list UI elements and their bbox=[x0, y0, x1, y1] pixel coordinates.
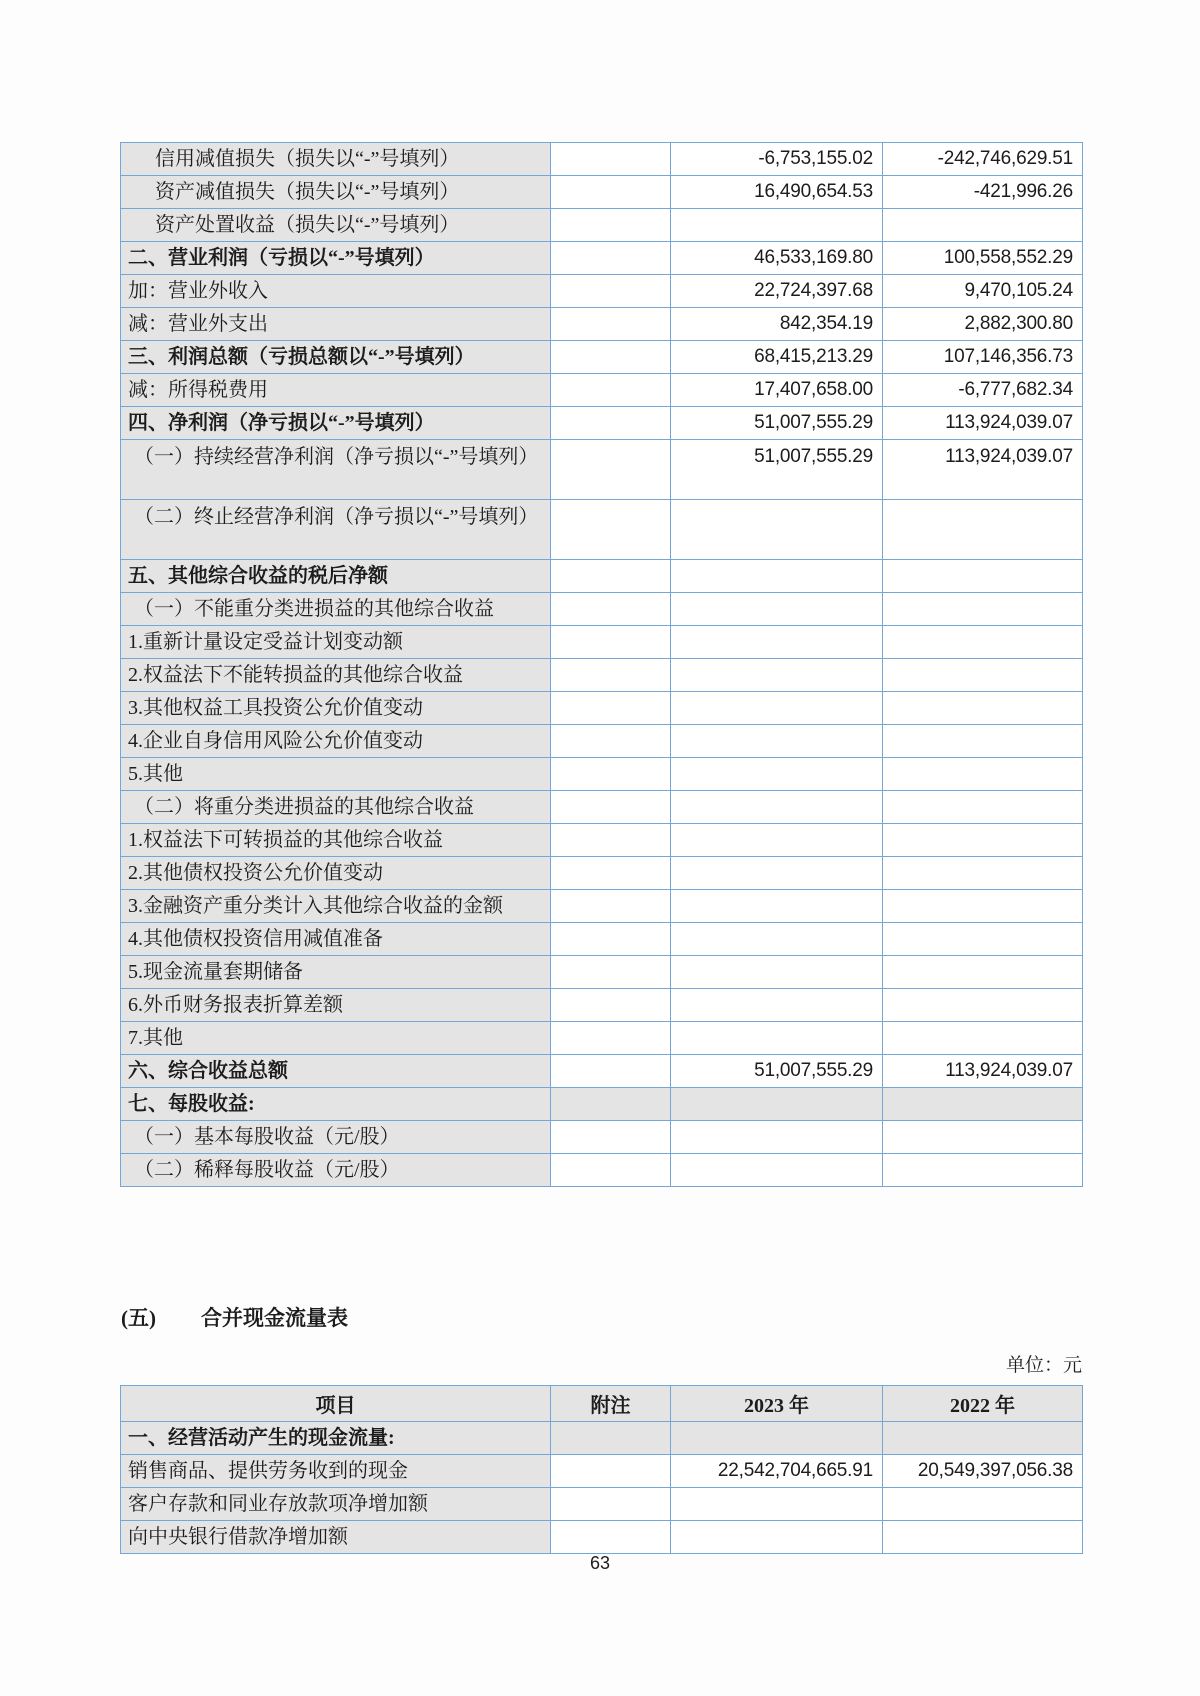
income-statement-table-wrap bbox=[120, 142, 1083, 1187]
row-label: 一、经营活动产生的现金流量: bbox=[121, 1422, 551, 1455]
income-statement-table bbox=[120, 142, 1083, 1187]
value-2023-cell: -6,753,155.02 bbox=[671, 143, 883, 176]
table-row bbox=[121, 1154, 1083, 1187]
value-2022-cell bbox=[883, 1521, 1083, 1554]
note-cell bbox=[551, 440, 671, 500]
row-label: 加：营业外收入 bbox=[121, 275, 551, 308]
value-2022-cell bbox=[883, 500, 1083, 560]
value-2023-cell: 51,007,555.29 bbox=[671, 1055, 883, 1088]
note-cell bbox=[551, 725, 671, 758]
row-label: 二、营业利润（亏损以“-”号填列） bbox=[121, 242, 551, 275]
value-2022-cell bbox=[883, 956, 1083, 989]
note-cell bbox=[551, 242, 671, 275]
row-label: （二）将重分类进损益的其他综合收益 bbox=[121, 791, 551, 824]
note-cell bbox=[551, 341, 671, 374]
value-2023-cell bbox=[671, 758, 883, 791]
note-cell bbox=[551, 1521, 671, 1554]
note-cell bbox=[551, 692, 671, 725]
note-cell bbox=[551, 791, 671, 824]
column-header-item: 项目 bbox=[121, 1386, 551, 1422]
table-row bbox=[121, 725, 1083, 758]
row-label: （二）终止经营净利润（净亏损以“-”号填列） bbox=[121, 500, 551, 560]
value-2022-cell bbox=[883, 626, 1083, 659]
row-label: （一）持续经营净利润（净亏损以“-”号填列） bbox=[121, 440, 551, 500]
cash-flow-table-wrap bbox=[120, 1385, 1083, 1554]
table-row bbox=[121, 1088, 1083, 1121]
value-2023-cell: 22,542,704,665.91 bbox=[671, 1455, 883, 1488]
table-row bbox=[121, 890, 1083, 923]
value-2023-cell: 68,415,213.29 bbox=[671, 341, 883, 374]
table-row bbox=[121, 209, 1083, 242]
note-cell bbox=[551, 374, 671, 407]
value-2022-cell bbox=[883, 890, 1083, 923]
value-2023-cell bbox=[671, 692, 883, 725]
row-label: 客户存款和同业存放款项净增加额 bbox=[121, 1488, 551, 1521]
value-2022-cell: 9,470,105.24 bbox=[883, 275, 1083, 308]
table-row bbox=[121, 374, 1083, 407]
value-2022-cell: -242,746,629.51 bbox=[883, 143, 1083, 176]
row-label: 四、净利润（净亏损以“-”号填列） bbox=[121, 407, 551, 440]
value-2023-cell bbox=[671, 1121, 883, 1154]
note-cell bbox=[551, 890, 671, 923]
row-label: 7.其他 bbox=[121, 1022, 551, 1055]
note-cell bbox=[551, 176, 671, 209]
table-row bbox=[121, 500, 1083, 560]
value-2023-cell bbox=[671, 857, 883, 890]
row-label: （二）稀释每股收益（元/股） bbox=[121, 1154, 551, 1187]
table-row bbox=[121, 1455, 1083, 1488]
section-heading bbox=[121, 1300, 348, 1336]
value-2023-cell: 17,407,658.00 bbox=[671, 374, 883, 407]
note-cell bbox=[551, 1088, 671, 1121]
note-cell bbox=[551, 824, 671, 857]
note-cell bbox=[551, 1455, 671, 1488]
table-row bbox=[121, 1055, 1083, 1088]
value-2022-cell: 2,882,300.80 bbox=[883, 308, 1083, 341]
table-row bbox=[121, 440, 1083, 500]
value-2023-cell bbox=[671, 923, 883, 956]
value-2022-cell bbox=[883, 857, 1083, 890]
table-row bbox=[121, 1422, 1083, 1455]
note-cell bbox=[551, 956, 671, 989]
value-2022-cell bbox=[883, 659, 1083, 692]
note-cell bbox=[551, 1422, 671, 1455]
value-2022-cell: -421,996.26 bbox=[883, 176, 1083, 209]
value-2023-cell bbox=[671, 593, 883, 626]
value-2022-cell: 20,549,397,056.38 bbox=[883, 1455, 1083, 1488]
value-2022-cell bbox=[883, 1121, 1083, 1154]
value-2022-cell: 100,558,552.29 bbox=[883, 242, 1083, 275]
row-label: （一）不能重分类进损益的其他综合收益 bbox=[121, 593, 551, 626]
row-label: 3.其他权益工具投资公允价值变动 bbox=[121, 692, 551, 725]
table-row bbox=[121, 857, 1083, 890]
note-cell bbox=[551, 1055, 671, 1088]
value-2023-cell bbox=[671, 560, 883, 593]
row-label: 4.其他债权投资信用减值准备 bbox=[121, 923, 551, 956]
table-row bbox=[121, 308, 1083, 341]
table-row bbox=[121, 176, 1083, 209]
value-2023-cell bbox=[671, 1422, 883, 1455]
row-label: 六、综合收益总额 bbox=[121, 1055, 551, 1088]
value-2023-cell: 46,533,169.80 bbox=[671, 242, 883, 275]
value-2022-cell: 113,924,039.07 bbox=[883, 407, 1083, 440]
row-label: 5.其他 bbox=[121, 758, 551, 791]
note-cell bbox=[551, 1022, 671, 1055]
value-2022-cell: 113,924,039.07 bbox=[883, 1055, 1083, 1088]
row-label: 4.企业自身信用风险公允价值变动 bbox=[121, 725, 551, 758]
value-2023-cell: 51,007,555.29 bbox=[671, 407, 883, 440]
table-row bbox=[121, 923, 1083, 956]
note-cell bbox=[551, 275, 671, 308]
column-header-2022: 2022 年 bbox=[883, 1386, 1083, 1422]
row-label: 资产处置收益（损失以“-”号填列） bbox=[121, 209, 551, 242]
value-2023-cell bbox=[671, 1488, 883, 1521]
value-2022-cell: -6,777,682.34 bbox=[883, 374, 1083, 407]
table-row bbox=[121, 758, 1083, 791]
table-row bbox=[121, 626, 1083, 659]
value-2022-cell bbox=[883, 989, 1083, 1022]
note-cell bbox=[551, 560, 671, 593]
value-2022-cell bbox=[883, 824, 1083, 857]
unit-label: 单位：元 bbox=[1005, 1355, 1082, 1376]
note-cell bbox=[551, 143, 671, 176]
value-2022-cell bbox=[883, 1088, 1083, 1121]
table-row bbox=[121, 407, 1083, 440]
table-row bbox=[121, 242, 1083, 275]
value-2022-cell bbox=[883, 1422, 1083, 1455]
section-index: (五) bbox=[121, 1306, 156, 1330]
row-label: 减：营业外支出 bbox=[121, 308, 551, 341]
table-row bbox=[121, 659, 1083, 692]
note-cell bbox=[551, 1121, 671, 1154]
value-2023-cell bbox=[671, 500, 883, 560]
value-2023-cell bbox=[671, 956, 883, 989]
note-cell bbox=[551, 758, 671, 791]
table-row bbox=[121, 275, 1083, 308]
table-row bbox=[121, 1121, 1083, 1154]
value-2022-cell bbox=[883, 209, 1083, 242]
value-2023-cell bbox=[671, 890, 883, 923]
row-label: 2.权益法下不能转损益的其他综合收益 bbox=[121, 659, 551, 692]
value-2022-cell bbox=[883, 725, 1083, 758]
value-2023-cell bbox=[671, 659, 883, 692]
cash-flow-table bbox=[120, 1385, 1083, 1554]
column-header-2023: 2023 年 bbox=[671, 1386, 883, 1422]
row-label: 资产减值损失（损失以“-”号填列） bbox=[121, 176, 551, 209]
note-cell bbox=[551, 209, 671, 242]
table-row bbox=[121, 692, 1083, 725]
note-cell bbox=[551, 857, 671, 890]
row-label: 销售商品、提供劳务收到的现金 bbox=[121, 1455, 551, 1488]
value-2023-cell bbox=[671, 1154, 883, 1187]
value-2022-cell: 107,146,356.73 bbox=[883, 341, 1083, 374]
row-label: 三、利润总额（亏损总额以“-”号填列） bbox=[121, 341, 551, 374]
value-2023-cell bbox=[671, 209, 883, 242]
note-cell bbox=[551, 989, 671, 1022]
row-label: （一）基本每股收益（元/股） bbox=[121, 1121, 551, 1154]
note-cell bbox=[551, 308, 671, 341]
table-row bbox=[121, 560, 1083, 593]
value-2023-cell bbox=[671, 1088, 883, 1121]
value-2022-cell bbox=[883, 923, 1083, 956]
value-2023-cell bbox=[671, 1022, 883, 1055]
note-cell bbox=[551, 1488, 671, 1521]
row-label: 5.现金流量套期储备 bbox=[121, 956, 551, 989]
note-cell bbox=[551, 500, 671, 560]
value-2022-cell: 113,924,039.07 bbox=[883, 440, 1083, 500]
note-cell bbox=[551, 659, 671, 692]
value-2022-cell bbox=[883, 1154, 1083, 1187]
value-2023-cell: 51,007,555.29 bbox=[671, 440, 883, 500]
note-cell bbox=[551, 407, 671, 440]
value-2022-cell bbox=[883, 692, 1083, 725]
value-2022-cell bbox=[883, 593, 1083, 626]
value-2023-cell bbox=[671, 791, 883, 824]
row-label: 向中央银行借款净增加额 bbox=[121, 1521, 551, 1554]
row-label: 2.其他债权投资公允价值变动 bbox=[121, 857, 551, 890]
row-label: 信用减值损失（损失以“-”号填列） bbox=[121, 143, 551, 176]
table-header-row bbox=[121, 1386, 1083, 1422]
value-2022-cell bbox=[883, 1022, 1083, 1055]
row-label: 七、每股收益: bbox=[121, 1088, 551, 1121]
value-2023-cell bbox=[671, 626, 883, 659]
value-2022-cell bbox=[883, 758, 1083, 791]
section-title: 合并现金流量表 bbox=[201, 1306, 348, 1330]
note-cell bbox=[551, 593, 671, 626]
value-2022-cell bbox=[883, 1488, 1083, 1521]
table-row bbox=[121, 956, 1083, 989]
note-cell bbox=[551, 923, 671, 956]
row-label: 6.外币财务报表折算差额 bbox=[121, 989, 551, 1022]
table-row bbox=[121, 143, 1083, 176]
row-label: 3.金融资产重分类计入其他综合收益的金额 bbox=[121, 890, 551, 923]
table-row bbox=[121, 824, 1083, 857]
value-2023-cell bbox=[671, 989, 883, 1022]
table-row bbox=[121, 1488, 1083, 1521]
table-row bbox=[121, 791, 1083, 824]
row-label: 1.权益法下可转损益的其他综合收益 bbox=[121, 824, 551, 857]
row-label: 1.重新计量设定受益计划变动额 bbox=[121, 626, 551, 659]
row-label: 减：所得税费用 bbox=[121, 374, 551, 407]
value-2023-cell bbox=[671, 725, 883, 758]
table-row bbox=[121, 341, 1083, 374]
value-2023-cell: 842,354.19 bbox=[671, 308, 883, 341]
table-row bbox=[121, 1521, 1083, 1554]
value-2023-cell: 16,490,654.53 bbox=[671, 176, 883, 209]
note-cell bbox=[551, 1154, 671, 1187]
column-header-note: 附注 bbox=[551, 1386, 671, 1422]
value-2023-cell bbox=[671, 1521, 883, 1554]
value-2023-cell bbox=[671, 824, 883, 857]
value-2022-cell bbox=[883, 560, 1083, 593]
value-2022-cell bbox=[883, 791, 1083, 824]
table-row bbox=[121, 989, 1083, 1022]
note-cell bbox=[551, 626, 671, 659]
table-row bbox=[121, 593, 1083, 626]
table-row bbox=[121, 1022, 1083, 1055]
page-number: 63 bbox=[589, 1553, 611, 1573]
value-2023-cell: 22,724,397.68 bbox=[671, 275, 883, 308]
row-label: 五、其他综合收益的税后净额 bbox=[121, 560, 551, 593]
